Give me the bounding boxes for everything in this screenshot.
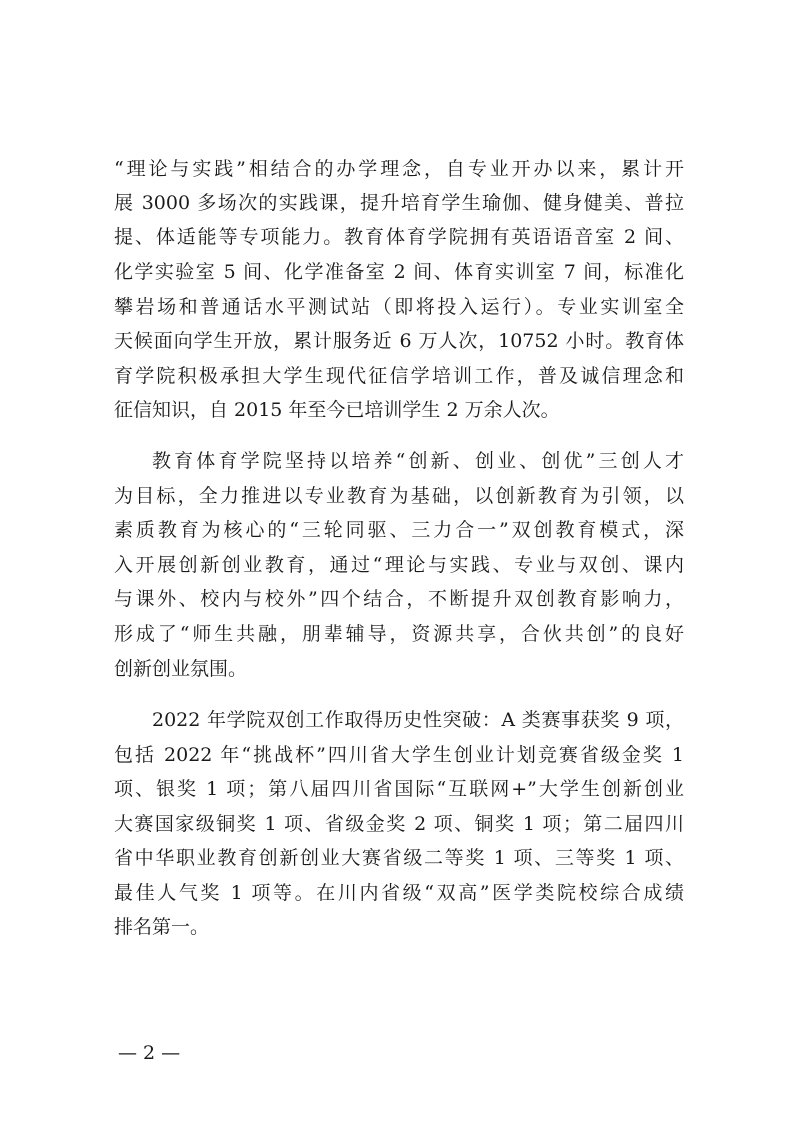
text-line-6: 天候面向学生开放，累计服务近 6 万人次，10752 小时。教育体 [114, 330, 684, 352]
text-line-17: 包括 2022 年“挑战杯”四川省大学生创业计划竞赛省级金奖 1 [114, 744, 684, 766]
text-line-3: 提、体适能等专项能力。教育体育学院拥有英语语音室 2 间、 [114, 226, 684, 248]
text-line-21: 最佳人气奖 1 项等。在川内省级“双高”医学类院校综合成绩 [114, 882, 684, 904]
page-number: — 2 — [118, 1042, 181, 1064]
text-line-2: 展 3000 多场次的实践课，提升培育学生瑜伽、健身健美、普拉 [114, 192, 684, 214]
text-line-10: 为目标，全力推进以专业教育为基础，以创新教育为引领，以 [114, 485, 684, 507]
text-line-15: 创新创业氛围。 [114, 658, 248, 680]
text-line-4: 化学实验室 5 间、化学准备室 2 间、体育实训室 7 间，标准化 [114, 261, 684, 283]
text-line-1: “理论与实践”相结合的办学理念，自专业开办以来，累计开 [114, 158, 684, 180]
text-line-5: 攀岩场和普通话水平测试站（即将投入运行）。专业实训室全 [114, 296, 684, 318]
text-line-22: 排名第一。 [114, 916, 210, 938]
text-line-13: 与课外、校内与校外”四个结合，不断提升双创教育影响力， [114, 588, 684, 610]
text-line-11: 素质教育为核心的“三轮同驱、三力合一”双创教育模式，深 [114, 519, 684, 541]
text-line-14: 形成了“师生共融，朋辈辅导，资源共享，合伙共创”的良好 [114, 623, 684, 645]
text-line-20: 省中华职业教育创新创业大赛省级二等奖 1 项、三等奖 1 项、 [114, 847, 684, 869]
text-line-9: 教育体育学院坚持以培养“创新、创业、创优”三创人才 [152, 450, 684, 472]
text-line-19: 大赛国家级铜奖 1 项、省级金奖 2 项、铜奖 1 项；第二届四川 [114, 813, 684, 835]
text-line-7: 育学院积极承担大学生现代征信学培训工作，普及诚信理念和 [114, 365, 684, 387]
text-line-12: 入开展创新创业教育，通过“理论与实践、专业与双创、课内 [114, 554, 684, 576]
text-line-18: 项、银奖 1 项；第八届四川省国际“互联网+”大学生创新创业 [114, 778, 684, 800]
text-line-8: 征信知识，自 2015 年至今已培训学生 2 万余人次。 [114, 399, 560, 421]
text-line-16: 2022 年学院双创工作取得历史性突破：A 类赛事获奖 9 项， [152, 709, 684, 731]
